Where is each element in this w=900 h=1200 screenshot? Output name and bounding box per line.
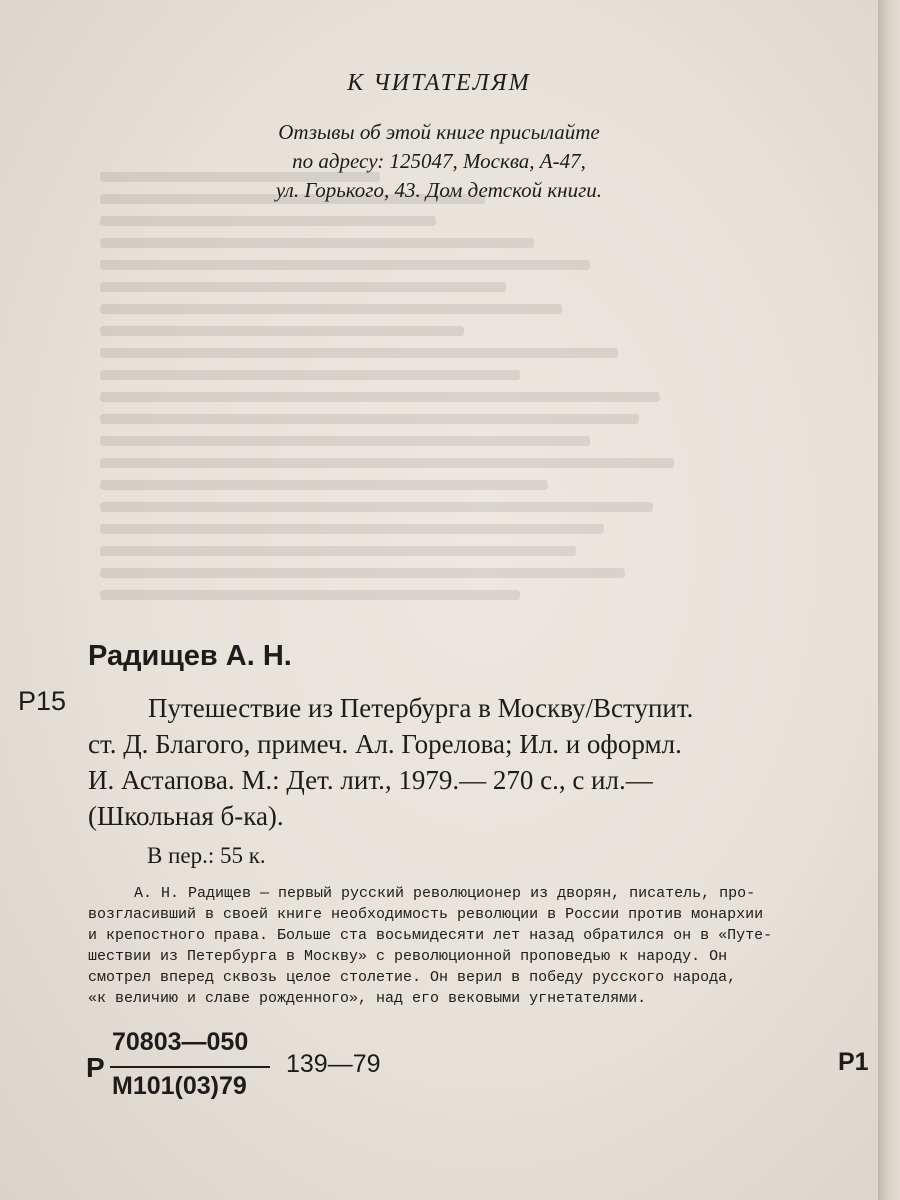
bib-line: Путешествие из Петербурга в Москву/Вступит. <box>148 693 694 723</box>
price-text: В пер.: 55 к. <box>147 843 266 868</box>
bibliographic-description <box>88 690 693 834</box>
page-title: К ЧИТАТЕЛЯМ <box>347 70 531 96</box>
bib-line: И. Астапова. М.: Дет. лит., 1979.— 270 с., с ил.— <box>88 765 653 795</box>
author-name: Радищев А. Н. <box>88 640 292 672</box>
address-line: Отзывы об этой книге присылайте <box>278 120 600 144</box>
address-line: ул. Горького, 43. Дом детской книги. <box>275 178 603 202</box>
classification-denominator: М101(03)79 <box>112 1072 247 1100</box>
address-line: по адресу: 125047, Москва, А-47, <box>292 149 586 173</box>
index-code: Р15 <box>18 686 67 716</box>
annotation-line: смотрел вперед сквозь целое столетие. Он верил в победу русского народа, <box>88 969 737 986</box>
fraction-line <box>110 1066 270 1068</box>
classification-prefix: Р <box>86 1052 105 1083</box>
annotation-line: А. Н. Радищев — первый русский революционер из дворян, писатель, про- <box>134 885 756 902</box>
annotation-line: возгласивший в своей книге необходимость революции в России против монархии <box>88 906 764 923</box>
bib-line: (Школьная б-ка). <box>88 801 284 831</box>
page-edge <box>878 0 900 1200</box>
annotation <box>88 883 772 1009</box>
annotation-line: и крепостного права. Больше ста восьмидесяти лет назад обратился он в «Путе- <box>88 927 773 944</box>
annotation-line: шествии из Петербурга в Москву» с революционной проповедью к народу. Он <box>88 948 728 965</box>
address-block <box>0 118 878 205</box>
classification-numerator: 70803—050 <box>112 1028 249 1056</box>
classification-suffix: 139—79 <box>286 1050 381 1078</box>
annotation-line: «к величию и славе рожденного», над его вековыми угнетателями. <box>88 990 647 1007</box>
bib-line: ст. Д. Благого, примеч. Ал. Горелова; Ил. и оформл. <box>88 729 682 759</box>
bleed-through-text <box>100 160 800 680</box>
right-code: Р1 <box>838 1048 869 1076</box>
